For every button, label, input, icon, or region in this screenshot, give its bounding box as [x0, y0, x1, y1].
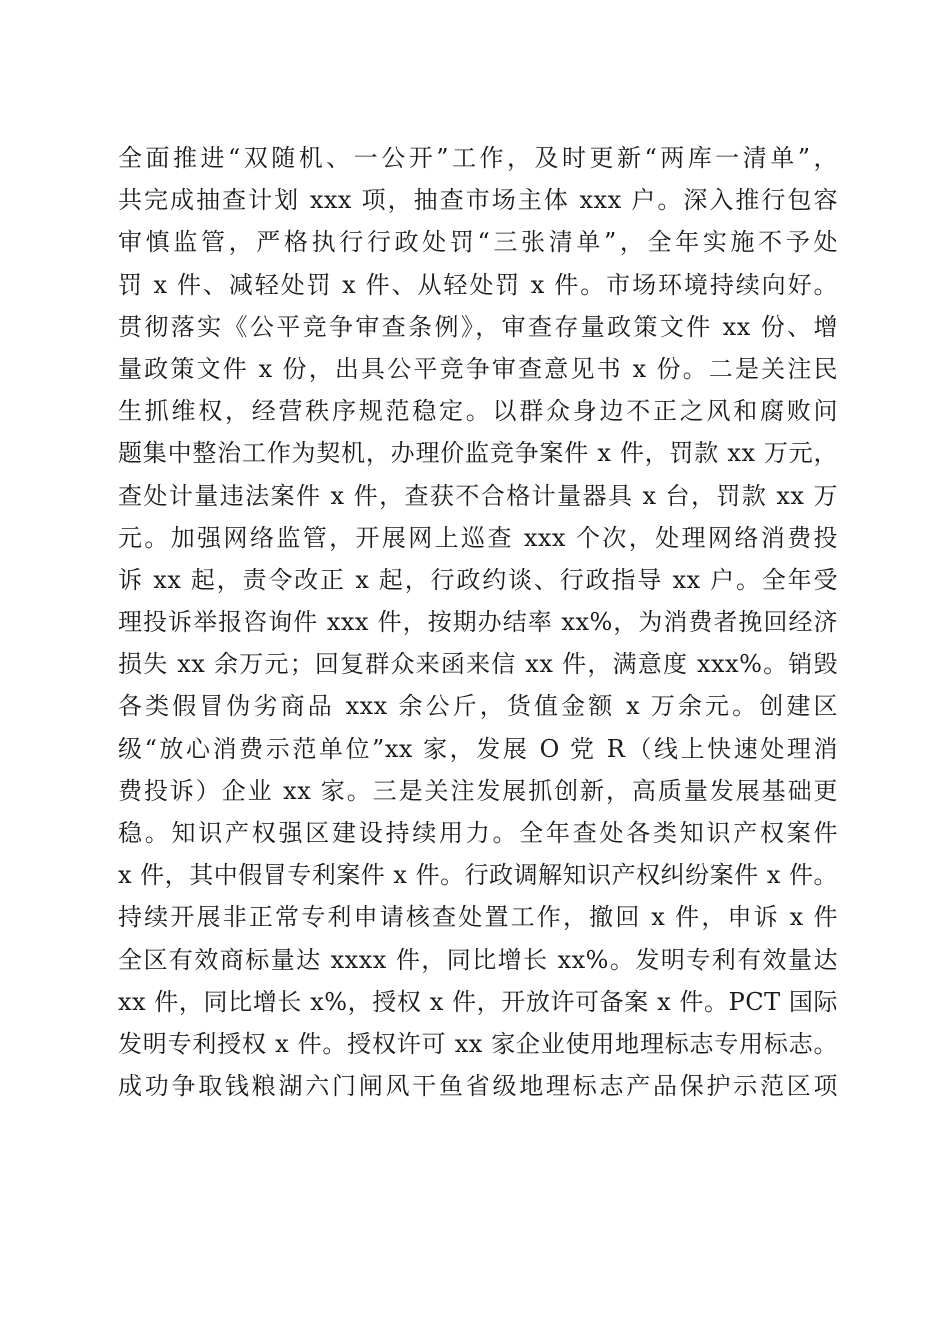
text-line-6: 量政策文件 x 份，出具公平竞争审查意见书 x 份。二是关注民	[118, 354, 838, 383]
text-line-19: 持续开展非正常专利申请核查处置工作，撤回 x 件，申诉 x 件	[118, 903, 838, 932]
body-paragraph	[118, 137, 838, 1107]
text-line-22: 发明专利授权 x 件。授权许可 xx 家企业使用地理标志专用标志。	[118, 1029, 838, 1058]
text-line-8: 题集中整治工作为契机，办理价监竞争案件 x 件，罚款 xx 万元，	[118, 439, 838, 468]
text-line-3: 审慎监管，严格执行行政处罚“三张清单”，全年实施不予处	[118, 228, 838, 257]
text-line-21: xx 件，同比增长 x%，授权 x 件，开放许可备案 x 件。PCT 国际	[118, 987, 838, 1016]
text-line-15: 级“放心消费示范单位”xx 家，发展 O 党 R（线上快速处理消	[118, 734, 838, 763]
text-line-9: 查处计量违法案件 x 件，查获不合格计量器具 x 台，罚款 xx 万	[118, 481, 838, 510]
text-line-13: 损失 xx 余万元；回复群众来函来信 xx 件，满意度 xxx%。销毁	[118, 650, 838, 679]
text-line-18: x 件，其中假冒专利案件 x 件。行政调解知识产权纠纷案件 x 件。	[118, 861, 838, 890]
text-line-1: 全面推进“双随机、一公开”工作，及时更新“两库一清单”，	[118, 144, 838, 172]
text-line-16: 费投诉）企业 xx 家。三是关注发展抓创新，高质量发展基础更	[118, 776, 838, 805]
text-line-2: 共完成抽查计划 xxx 项，抽查市场主体 xxx 户。深入推行包容	[118, 186, 838, 215]
text-line-12: 理投诉举报咨询件 xxx 件，按期办结率 xx%，为消费者挽回经济	[118, 608, 838, 637]
text-line-23: 成功争取钱粮湖六门闸风干鱼省级地理标志产品保护示范区项	[118, 1072, 838, 1101]
text-line-20: 全区有效商标量达 xxxx 件，同比增长 xx%。发明专利有效量达	[118, 945, 838, 974]
text-line-10: 元。加强网络监管，开展网上巡查 xxx 个次，处理网络消费投	[118, 523, 838, 552]
text-line-7: 生抓维权，经营秩序规范稳定。以群众身边不正之风和腐败问	[118, 397, 838, 426]
text-line-4: 罚 x 件、减轻处罚 x 件、从轻处罚 x 件。市场环境持续向好。	[118, 270, 838, 299]
text-line-5: 贯彻落实《公平竞争审查条例》，审查存量政策文件 xx 份、增	[118, 312, 838, 341]
text-line-14: 各类假冒伪劣商品 xxx 余公斤，货值金额 x 万余元。创建区	[118, 692, 838, 721]
text-line-11: 诉 xx 起，责令改正 x 起，行政约谈、行政指导 xx 户。全年受	[118, 565, 838, 594]
text-line-17: 稳。知识产权强区建设持续用力。全年查处各类知识产权案件	[118, 819, 838, 847]
